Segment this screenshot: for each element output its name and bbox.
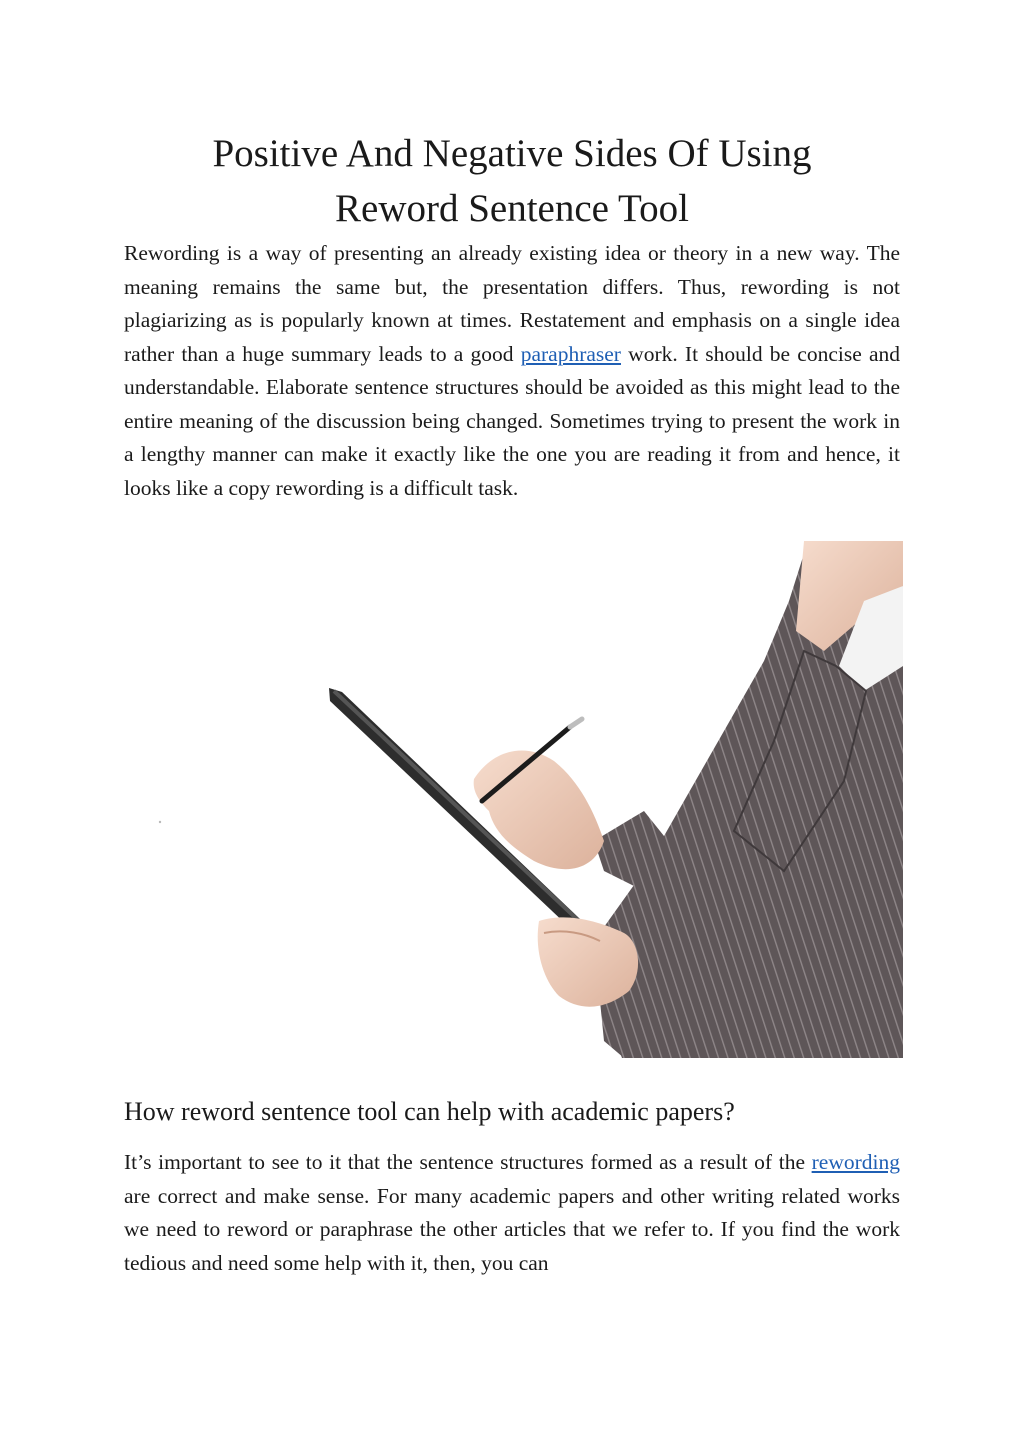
section-text-after-link: are correct and make sense. For many academic papers and other writing related works we need to reword or paraphrase the other articles that we refer to. If you find the work tedious and need some help with it, then, you can [124,1183,900,1275]
paraphraser-link[interactable]: paraphraser [520,341,621,366]
section-text-before-link: It’s important to see to it that the sentence structures formed as a result of the [124,1150,812,1174]
section-paragraph [124,1146,900,1280]
rewording-link[interactable]: rewording [811,1150,900,1174]
title-line-2: Reword Sentence Tool [335,187,689,230]
section-heading: How reword sentence tool can help with academic papers? [124,1097,735,1126]
title-line-1: Positive And Negative Sides Of Using [212,132,812,175]
intro-text-before-link: Rewording is a way of presenting an already existing idea or theory in a new way. The meaning remains the same but, the presentation differs. Thus, rewording is not plagiarizing as is popularly known at times. Restatement and emphasis on a single idea rather than a huge summary leads to a good [124,241,900,366]
page-title [124,126,900,236]
woman-with-clipboard-photo [124,541,903,1058]
intro-paragraph [124,237,900,505]
intro-text-after-link: work. It should be concise and understandable. Elaborate sentence structures should be avoided as this might lead to the entire meaning of the discussion being changed. Sometimes trying to present the work in a lengthy manner can make it exactly like the one you are reading it from and hence, it looks like a copy rewording is a difficult task. [124,341,900,500]
